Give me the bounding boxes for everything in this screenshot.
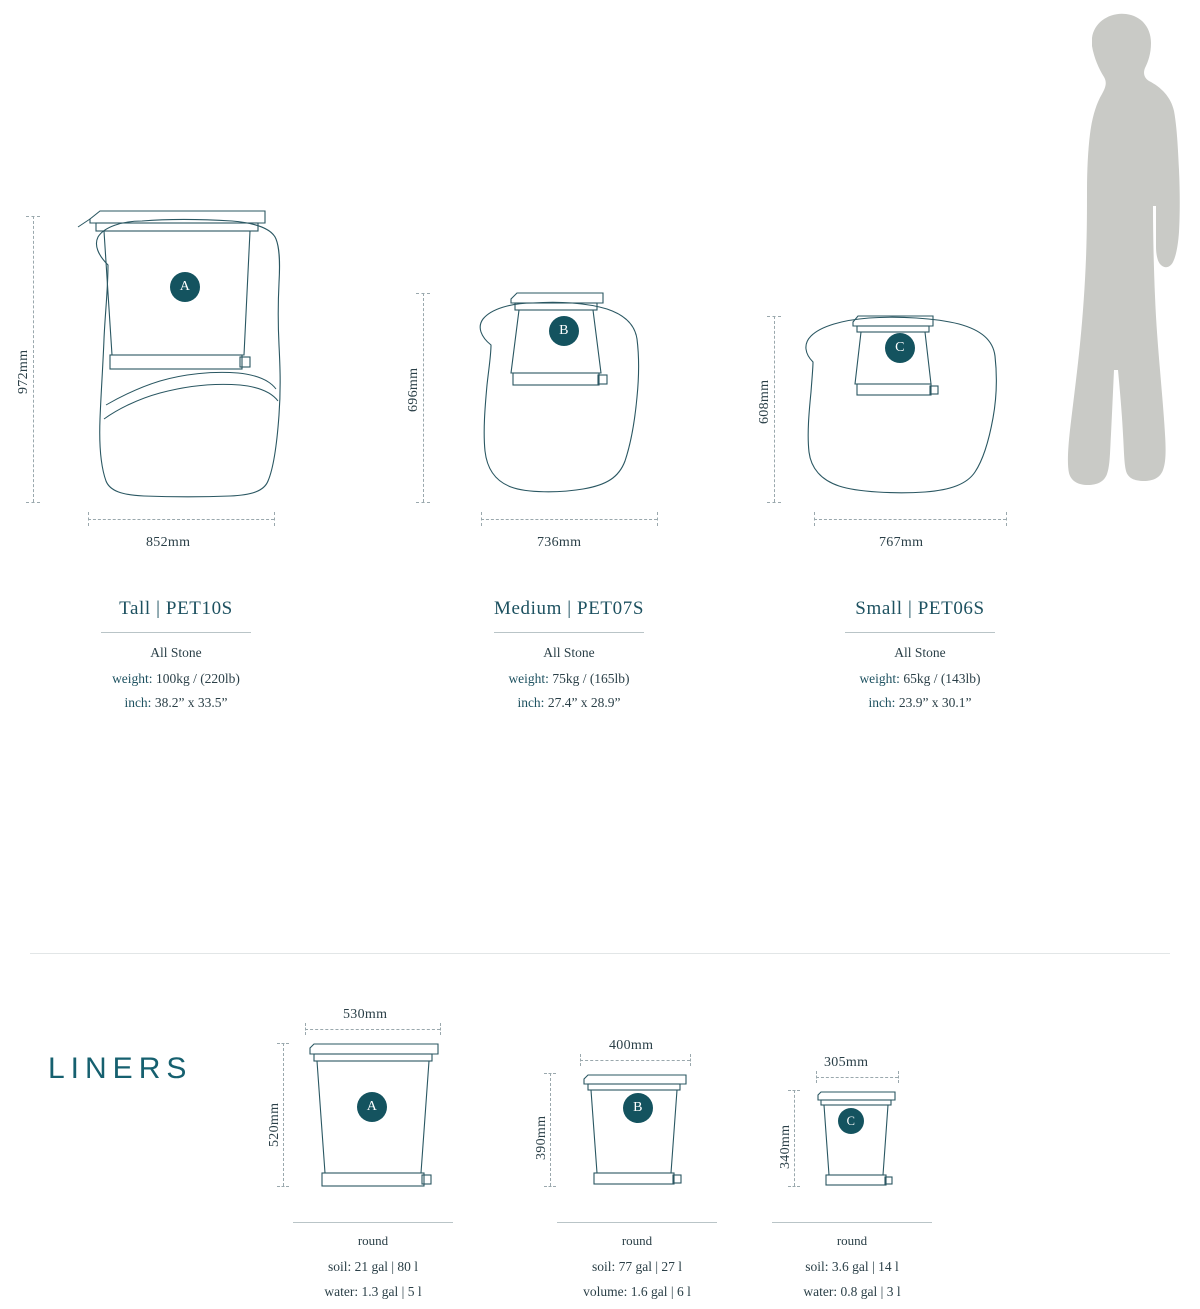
product-a-drawing: [60, 205, 310, 505]
product-b-height-tick-top: [416, 293, 430, 294]
liner-b-soil-label: soil:: [591, 1259, 616, 1274]
badge-label: C: [846, 1113, 856, 1128]
product-a-divider: [101, 632, 251, 633]
liner-a-height-tick-bottom: [277, 1186, 289, 1187]
product-a-inch-value: 38.2” x 33.5”: [154, 695, 228, 710]
product-b-width-tick-right: [657, 512, 658, 526]
product-a-badge: [170, 272, 200, 302]
product-a-width-dim-line: [88, 519, 274, 520]
liner-b-height-label: 390mm: [534, 1115, 549, 1160]
product-c-divider: [845, 632, 995, 633]
product-c-weight-value: 65kg / (143lb): [903, 671, 981, 686]
product-b-badge: [549, 316, 579, 346]
product-b-weight: [419, 671, 719, 687]
liner-c-water-value: 0.8 gal | 3 l: [840, 1284, 901, 1299]
product-c-height-tick-bottom: [767, 502, 781, 503]
product-b-height-label: 696mm: [406, 367, 421, 412]
liner-c-width-label: 305mm: [824, 1055, 869, 1070]
product-c-height-dim-line: [774, 316, 775, 502]
liner-a-water-value: 1.3 gal | 5 l: [361, 1284, 422, 1299]
product-b-width-dim-line: [481, 519, 657, 520]
product-c-width-tick-left: [814, 512, 815, 526]
liner-c-height-label: 340mm: [778, 1124, 793, 1169]
liner-c-width-tick-left: [816, 1071, 817, 1083]
liner-c-drawing: [813, 1090, 903, 1190]
liner-a-width-tick-right: [440, 1023, 441, 1035]
product-b-inch-label: inch:: [517, 695, 545, 710]
product-a-weight-label: weight:: [112, 671, 153, 686]
product-b-height-tick-bottom: [416, 502, 430, 503]
liner-c-height-dim-line: [794, 1090, 795, 1186]
product-a-inch-label: inch:: [124, 695, 152, 710]
liner-b-height-tick-bottom: [544, 1186, 556, 1187]
product-b-weight-label: weight:: [508, 671, 549, 686]
product-c-width-label: 767mm: [879, 535, 924, 550]
product-c-title: Small | PET06S: [855, 598, 985, 619]
product-a-material: All Stone: [150, 645, 202, 660]
section-divider: [30, 953, 1170, 954]
liner-a-shape: round: [357, 1233, 389, 1248]
liner-b-width-label: 400mm: [609, 1038, 654, 1053]
product-b-weight-value: 75kg / (165lb): [552, 671, 630, 686]
product-c-weight-label: weight:: [859, 671, 900, 686]
liner-a-width-tick-left: [305, 1023, 306, 1035]
product-c-width-tick-right: [1006, 512, 1007, 526]
liner-c-soil-label: soil:: [805, 1259, 829, 1274]
liner-c-spec: [722, 1222, 982, 1309]
liner-a-height-tick-top: [277, 1043, 289, 1044]
product-b-divider: [494, 632, 644, 633]
liner-a-water: [243, 1284, 503, 1300]
liner-b-volume-label: volume:: [583, 1284, 628, 1299]
product-b-title: Medium | PET07S: [493, 598, 645, 619]
liner-b-volume-value: 1.6 gal | 6 l: [630, 1284, 691, 1299]
product-b-width-label: 736mm: [537, 535, 582, 550]
product-b-height-dim-line: [423, 293, 424, 502]
liner-a-width-dim-line: [305, 1029, 440, 1030]
liner-c-height-tick-top: [788, 1090, 800, 1091]
product-a-height-tick-bottom: [26, 502, 40, 503]
product-c-inch-value: 23.9” x 30.1”: [898, 695, 972, 710]
liner-b-width-tick-right: [690, 1054, 691, 1066]
liner-c-badge: [838, 1108, 864, 1134]
badge-label: B: [633, 1100, 643, 1115]
liner-c-soil: [722, 1259, 982, 1275]
product-c-height-label: 608mm: [757, 379, 772, 424]
liners-heading: LINERS: [48, 1052, 193, 1085]
liner-c-water-label: water:: [803, 1284, 838, 1299]
liner-c-soil-value: 3.6 gal | 14 l: [831, 1259, 899, 1274]
product-a-width-label: 852mm: [146, 535, 191, 550]
liner-b-soil-value: 77 gal | 27 l: [618, 1259, 683, 1274]
liner-a-width-label: 530mm: [343, 1007, 388, 1022]
product-a-width-tick-left: [88, 512, 89, 526]
product-c-spec: [770, 598, 1070, 719]
liner-a-height-label: 520mm: [267, 1102, 282, 1147]
liner-b-shape: round: [621, 1233, 653, 1248]
product-a-height-label: 972mm: [16, 349, 31, 394]
liner-b-divider: [557, 1222, 717, 1223]
product-a-width-tick-right: [274, 512, 275, 526]
product-b-inch-value: 27.4” x 28.9”: [547, 695, 621, 710]
product-c-material: All Stone: [894, 645, 946, 660]
product-a-title: Tall | PET10S: [119, 598, 233, 619]
badge-label: A: [179, 279, 191, 294]
product-b-spec: [419, 598, 719, 719]
product-a-height-dim-line: [33, 216, 34, 502]
product-c-inch: [770, 695, 1070, 711]
product-a-spec: [26, 598, 326, 719]
liner-a-height-dim-line: [283, 1043, 284, 1186]
liner-c-shape: round: [836, 1233, 868, 1248]
badge-label: B: [559, 323, 569, 338]
liner-b-width-dim-line: [580, 1060, 690, 1061]
liner-b-drawing: [578, 1073, 696, 1191]
product-c-inch-label: inch:: [868, 695, 896, 710]
liner-b-badge: [623, 1093, 653, 1123]
liner-b-height-dim-line: [550, 1073, 551, 1186]
liner-a-soil-label: soil:: [327, 1259, 352, 1274]
liner-b-height-tick-top: [544, 1073, 556, 1074]
liner-b-width-tick-left: [580, 1054, 581, 1066]
liner-a-badge: [357, 1092, 387, 1122]
product-c-badge: [885, 333, 915, 363]
liner-c-divider: [772, 1222, 932, 1223]
liner-c-water: [722, 1284, 982, 1300]
product-c-width-dim-line: [814, 519, 1006, 520]
product-c-height-tick-top: [767, 316, 781, 317]
badge-label: A: [366, 1099, 378, 1114]
liner-a-soil: [243, 1259, 503, 1275]
liner-c-height-tick-bottom: [788, 1186, 800, 1187]
liner-c-width-tick-right: [898, 1071, 899, 1083]
liner-c-width-dim-line: [816, 1077, 898, 1078]
product-a-inch: [26, 695, 326, 711]
product-b-inch: [419, 695, 719, 711]
product-a-weight: [26, 671, 326, 687]
liner-a-divider: [293, 1222, 453, 1223]
product-b-width-tick-left: [481, 512, 482, 526]
liner-a-soil-value: 21 gal | 80 l: [354, 1259, 419, 1274]
badge-label: C: [895, 340, 905, 355]
product-a-weight-value: 100kg / (220lb): [155, 671, 240, 686]
product-a-height-tick-top: [26, 216, 40, 217]
product-b-material: All Stone: [543, 645, 595, 660]
liner-a-water-label: water:: [324, 1284, 359, 1299]
product-c-weight: [770, 671, 1070, 687]
human-scale-silhouette: [1050, 10, 1190, 515]
liner-a-spec: [243, 1222, 503, 1309]
